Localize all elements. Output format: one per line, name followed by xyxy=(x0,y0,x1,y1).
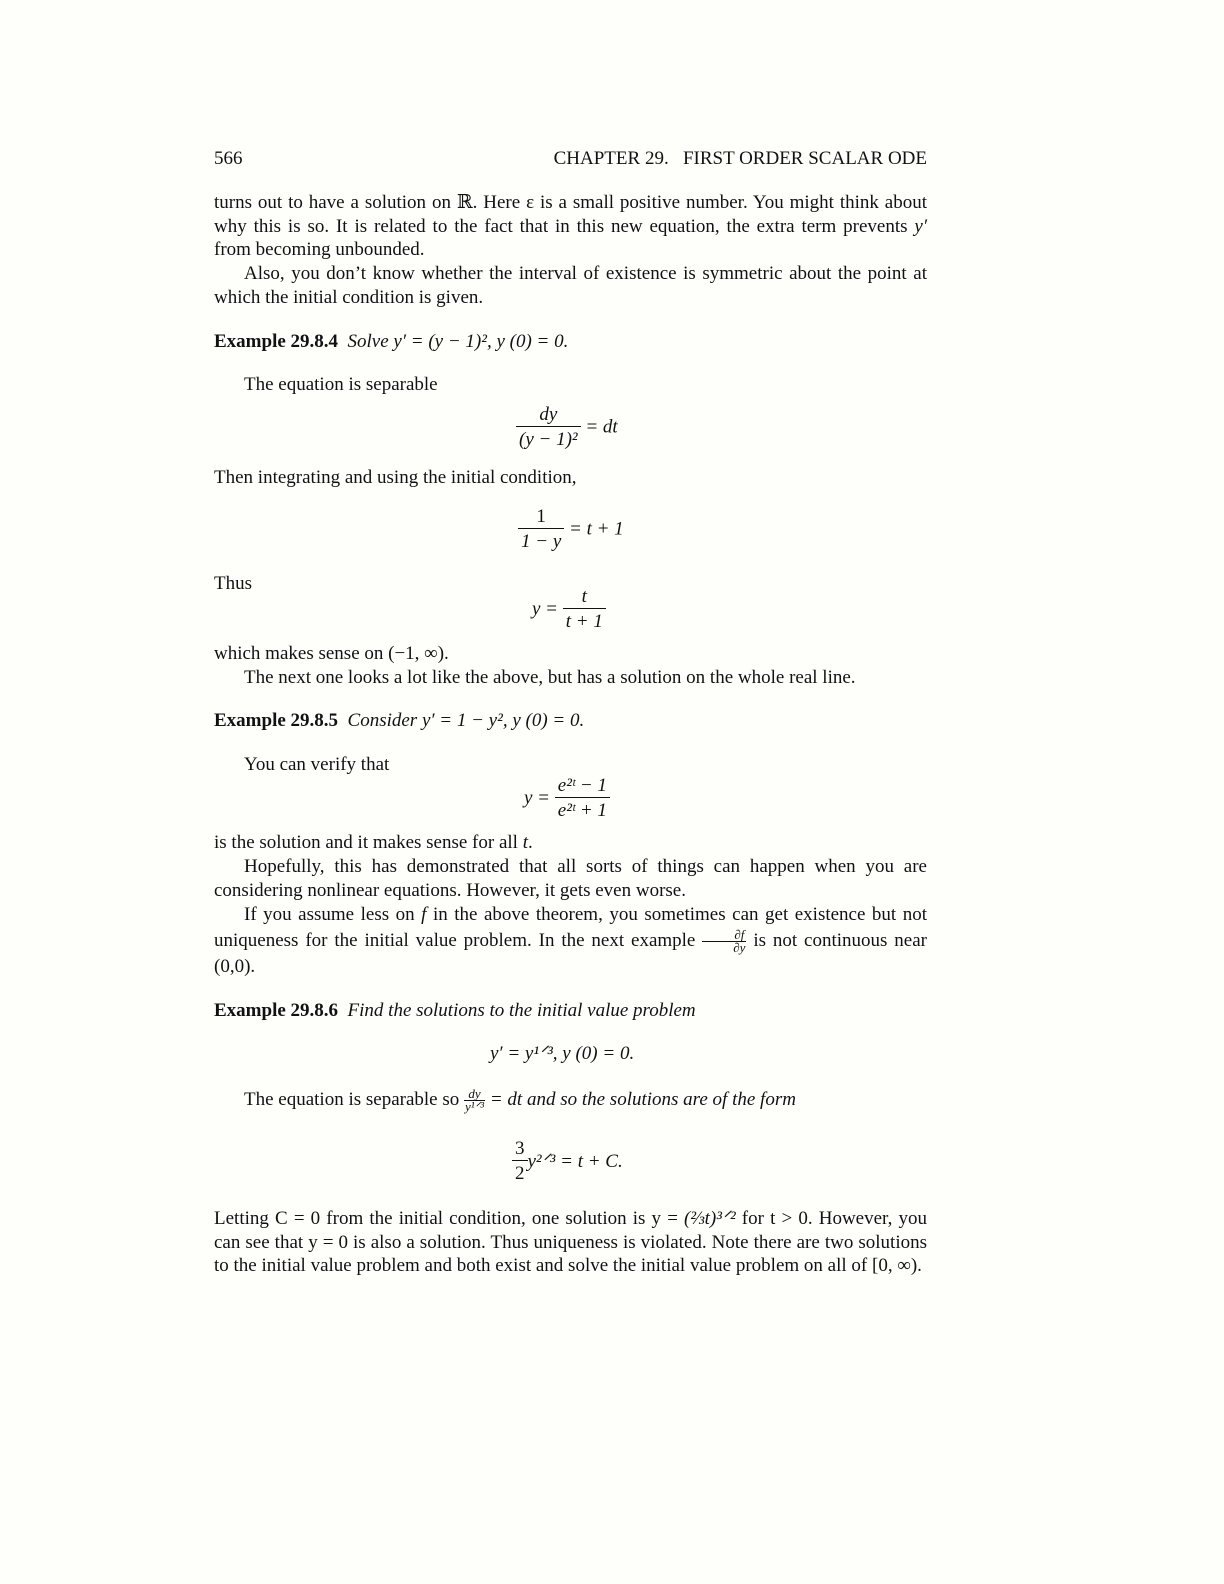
equation-separable xyxy=(516,404,618,451)
equation-tanh-solution xyxy=(524,775,610,822)
frac-num: dy xyxy=(468,1086,481,1102)
example-statement: Solve y′ = (y − 1)², y (0) = 0. xyxy=(347,331,569,352)
eq3-lhs: y = xyxy=(532,598,559,620)
example2-text-4 xyxy=(214,902,927,980)
example1-text-5: The next one looks a lot like the above, but has a solution on the whole real line. xyxy=(244,667,856,688)
eq-denominator: e²ᵗ + 1 xyxy=(555,797,610,822)
text-part: is the solution and it makes sense for all xyxy=(214,832,523,853)
text-part: is not continuous near (0,0). xyxy=(214,930,928,978)
intro-y-prime: y′ xyxy=(914,215,927,237)
eq2-denominator: 1 − y xyxy=(518,528,564,553)
example-statement: Consider y′ = 1 − y², y (0) = 0. xyxy=(347,710,585,731)
example-29-8-5-heading xyxy=(214,709,927,733)
example-29-8-6-heading xyxy=(214,999,927,1023)
eq3-denominator: t + 1 xyxy=(563,608,606,633)
text-part: The equation is separable so xyxy=(244,1089,465,1110)
eq1-rhs: = dt xyxy=(585,416,618,438)
equation-solution xyxy=(532,586,606,633)
math-f: f xyxy=(421,904,427,925)
example3-text-1 xyxy=(244,1088,957,1113)
text-part: . xyxy=(527,832,533,853)
example2-text-1: You can verify that xyxy=(244,754,390,775)
example-label: Example 29.8.6 xyxy=(214,1000,339,1021)
example-29-8-4-heading xyxy=(214,330,927,354)
example-label: Example 29.8.5 xyxy=(214,710,339,731)
equation-ivp: y′ = y¹ᐟ³, y (0) = 0. xyxy=(490,1043,635,1064)
eq2-numerator: 1 xyxy=(536,506,546,527)
intro-text-b: from becoming unbounded. xyxy=(214,239,425,261)
intro-paragraph-1 xyxy=(214,191,927,262)
intro-text-a: turns out to have a solution on ℝ. Here ε is a small positive number. You might think about why this is so. It is related to the fact that in this new equation, the extra term prevents xyxy=(214,192,927,237)
example-label: Example 29.8.4 xyxy=(214,331,339,352)
example-statement: Find the solutions to the initial value problem xyxy=(347,1000,696,1021)
partial-f: ∂f xyxy=(734,927,745,943)
example1-text-4: which makes sense on (−1, ∞). xyxy=(214,643,449,664)
eq-rest: y²ᐟ³ = t + C. xyxy=(527,1151,623,1172)
text-part: for t > 0. However, you can see that y = 0 is also a solution. Thus uniqueness is violated. Note there are two solutions to the initial value problem and both exist and solve the initial value problem on all of [0, ∞). xyxy=(214,1208,927,1277)
example1-text-1: The equation is separable xyxy=(244,374,438,395)
example2-text-2 xyxy=(214,831,927,855)
equation-general-solution xyxy=(512,1138,623,1185)
text-part: If you assume less on xyxy=(244,904,422,925)
partial-y: ∂y xyxy=(702,941,746,954)
eq-numerator: e²ᵗ − 1 xyxy=(557,775,607,796)
example3-text-2 xyxy=(214,1207,927,1278)
eq1-numerator: dy xyxy=(539,404,558,425)
math-t: t xyxy=(522,832,528,853)
example1-text-2: Then integrating and using the initial condition, xyxy=(214,467,577,488)
frac-den: y¹ᐟ³ xyxy=(465,1099,485,1115)
example2-text-3: Hopefully, this has demonstrated that all sorts of things can happen when you are considering nonlinear equations. However, it gets even worse. xyxy=(214,856,927,901)
intro-paragraph-2: Also, you don’t know whether the interval of existence is symmetric about the point at which the initial condition is given. xyxy=(214,263,927,308)
eq-numerator: 3 xyxy=(515,1138,525,1159)
running-title: CHAPTER 29. FIRST ORDER SCALAR ODE xyxy=(553,148,927,169)
equation-integrated xyxy=(518,506,624,553)
eq1-denominator: (y − 1)² xyxy=(516,426,581,451)
text-part: Letting C = 0 from the initial condition, one solution is y = xyxy=(214,1208,685,1229)
eq2-rhs: = t + 1 xyxy=(569,518,624,540)
text-part: in the above theorem, you sometimes can get existence but not uniqueness for the initial value problem. In the next example xyxy=(214,904,928,951)
text-part: = dt and so the solutions are of the form xyxy=(485,1089,796,1110)
math-expr: (⅔t)³ᐟ² xyxy=(684,1208,736,1229)
eq-lhs: y = xyxy=(524,787,551,809)
eq-denominator: 2 xyxy=(512,1160,528,1185)
eq3-numerator: t xyxy=(581,586,587,607)
page-number: 566 xyxy=(214,148,243,169)
example1-text-3: Thus xyxy=(214,573,252,594)
